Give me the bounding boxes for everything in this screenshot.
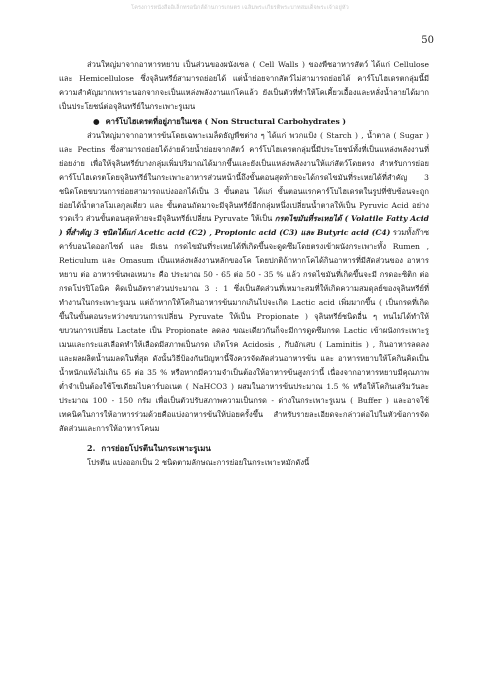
paragraph-text-continued: รวมทั้งก๊าซคาร์บอนไดออกไซด์ และ มีเธน กรดไขมันที่ระเหยได้ที่เกิดขึ้นจะดูดซึมโดยตรงเข้าผนังกระเพาะทั้ง Rumen , Reticulum และ Omasum เป็นแหล่งพลังงานหลักของโค โดยปกติถ้าหากโคได้กินอาหารที่มีสัดส่วนของ อาหารหยาบ ต่อ อาหารข้นพอเหมาะ คือ ประมาณ 50 - 65 ต่อ 50 - 35 % แล้ว กรดไขมันที่เกิดขึ้นจะมี กรดอะซิติก ต่อ กรดโปรปิโอนิค คิดเป็นอัตราส่วนประมาณ 3 : 1 ซึ่งเป็นสัดส่วนที่เหมาะสมที่ให้เกิดความสมดุลย์ของจุลินทรีย์ที่ทำงานในกระเพาะรูเมน แต่ถ้าหากให้โคกินอาหารข้นมากเกินไปจะเกิด Lactic acid เพิ่มมากขึ้น ( เป็นกรดที่เกิดขึ้นในขั้นตอนระหว่างขบวนการเปลี่ยน Pyruvate ให้เป็น Propionate ) จุลินทรีย์ชนิดอื่น ๆ ทนไม่ได้ทำให้ขบวนการเปลี่ยน Lactate เป็น Propionate ลดลง ขณะเดียวกันก็จะมีการดูดซึมกรด Lactic เข้าผนังกระเพาะรูเมนและกระแสเลือดทำให้เลือดมีสภาพเป็นกรด เกิดโรค Acidosis , กีบอักเสบ ( Laminitis ) , กินอาหารลดลง และผลผลิตน้ำนมลดในที่สุด ดังนั้นวิธีป้องกันปัญหานี้จึงควรจัดสัดส่วนอาหารข้น และ อาหารหยาบให้โคกินคิดเป็นน้ำหนักแห้งไม่เกิน 65 ต่อ 35 % หรือหากมีความจำเป็นต้องให้อาหารข้นสูงกว่านี้ เนื่องจากอาหารหยาบมีคุณภาพต่ำจำเป็นต้องใช้โซเดียมไบคาร์บอเนต ( NaHCO3 ) ผสมในอาหารข้นประมาณ 1.5 % หรือให้โคกินเสริมวันละประมาณ 100 - 150 กรัม เพื่อเป็นตัวปรับสภาพความเป็นกรด - ด่างในกระเพาะรูเมน ( Buffer ) และอาจใช้เทคนิคในการให้อาหารร่วมด้วยคือแบ่งอาหารข้นให้บ่อยครั้งขึ้น สำหรับรายละเอียดจะกล่าวต่อไปในหัวข้อการจัดสัดส่วนและการให้อาหารโคนม [59,228,429,433]
paragraph-structural-carbohydrates: ส่วนใหญ่มาจากอาหารหยาบ เป็นส่วนของผนังเซล ( Cell Walls ) ของพืชอาหารสัตว์ ได้แก่ Cellulose และ Hemicellulose ซึ่งจุลินทรีย์สามารถย่อยได้ แต่น้ำย่อยจากสัตว์ไม่สามารถย่อยได้ คาร์โบไฮเดรตกลุ่มนี้มีความสำคัญมากเพราะนอกจากจะเป็นแหล่งพลังงานแก่โคแล้ว ยังเป็นตัวที่ทำให้โคเคี้ยวเอื้องและหลั่งน้ำลายได้มากเป็นประโยชน์ต่อจุลินทรีย์ในกระเพาะรูเมน [59,60,429,111]
heading-text: คาร์โบไฮเดรตที่อยู่ภายในเซล ( Non Structural Carbohydrates ) [105,116,347,126]
paragraph-protein: โปรตีน แบ่งออกเป็น 2 ชนิดตามลักษณะการย่อยในกระเพาะหมักดังนี้ [87,457,310,467]
document-body [59,58,429,470]
section-heading-protein-digestion [59,442,429,456]
bullet-icon: ● [93,116,100,126]
paragraph-non-structural-carbohydrates [59,129,429,436]
paragraph-text: ส่วนใหญ่มาจากอาหารข้นโดยเฉพาะเมล็ดธัญพืชต่าง ๆ ได้แก่ พวกแป้ง ( Starch ) , น้ำตาล ( Sugar ) และ Pectins ซึ่งสามารถย่อยได้ง่ายด้วยน้ำย่อยจากสัตว์ คาร์โบไฮเดรตกลุ่มนี้มีประโยชน์ทั้งที่เป็นแหล่งพลังงานที่ย่อยง่าย เพื่อให้จุลินทรีย์บางกลุ่มเพิ่มปริมาณได้มากขึ้นและยังเป็นแหล่งพลังงานให้แก่สัตว์โดยตรง สำหรับการย่อยคาร์โบไฮเดรตโดยจุลินทรีย์ในกระเพาะอาหารส่วนหน้านี้ถึงขั้นตอนสุดท้ายจะได้กรดไขมันที่ระเหยได้ที่สำคัญ 3 ชนิดโดยขบวนการย่อยสามารถแบ่งออกได้เป็น 3 ขั้นตอน ได้แก่ ขั้นตอนแรกคาร์โบไฮเดรตในรูปที่ซับซ้อนจะถูกย่อยได้น้ำตาลโมเลกุลเดี่ยว และ ขั้นตอนถัดมาจะมีจุลินทรีย์อีกกลุ่มหนึ่งเปลี่ยนน้ำตาลให้เป็น Pyruvic Acid อย่างรวดเร็ว ส่วนขั้นตอนสุดท้ายจะมีจุลินทรีย์เปลี่ยน Pyruvate ให้เป็น [59,130,429,224]
section-title: การย่อยโปรตีนในกระเพาะรูเมน [101,442,211,453]
heading-non-structural-carbohydrates [59,115,429,129]
watermark-text: โครงการหนังสืออิเล็กทรอนิกส์ด้านการเกษตร เฉลิมพระเกียรติพระบาทสมเด็จพระเจ้าอยู่หัว [131,5,349,11]
section-number: 2. [87,442,96,453]
volatile-fatty-acid-emphasis: กรดไขมันที่ระเหยได้ ( Volatile Fatty Acid ) ที่สำคัญ 3 ชนิดได้แก่ Acetic acid (C2) , Propionic acid (C3) และ Butyric acid (C4) [59,214,429,238]
page-number: 50 [421,35,434,46]
